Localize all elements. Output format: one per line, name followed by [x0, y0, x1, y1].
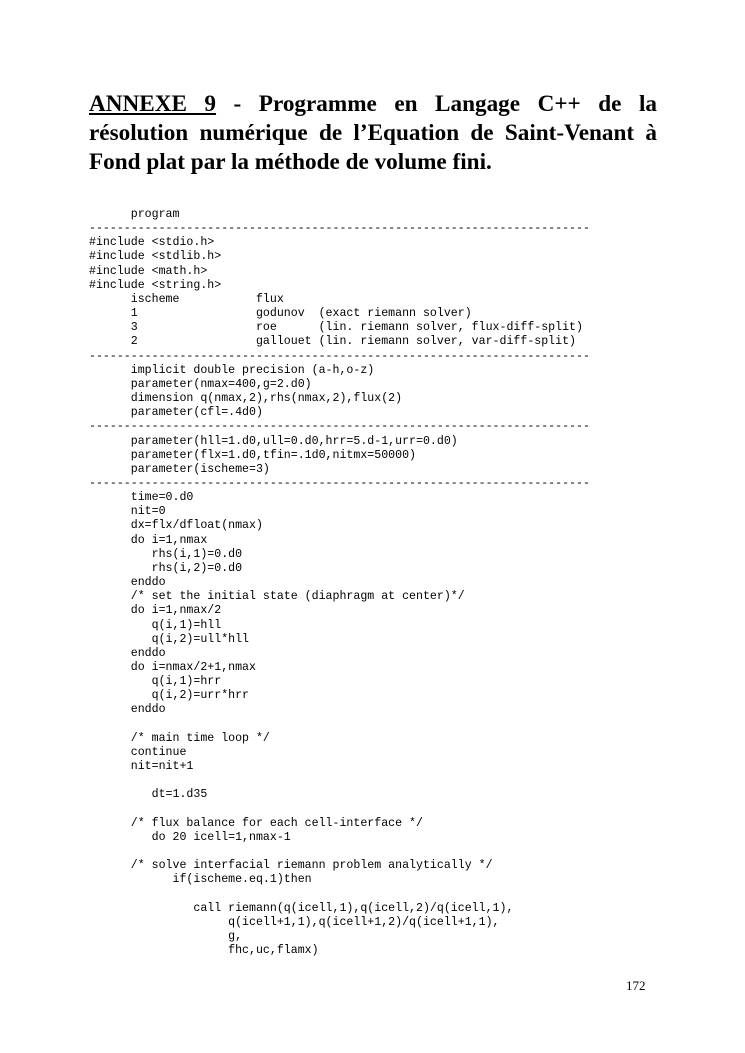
- code-line: nit=nit+1: [89, 760, 194, 774]
- annex-label: ANNEXE 9: [89, 91, 217, 117]
- code-line: [89, 803, 590, 817]
- code-line: dx=flx/dfloat(nmax): [89, 519, 263, 533]
- code-line: fhc,uc,flamx): [89, 944, 319, 958]
- code-line: enddo: [89, 646, 166, 660]
- code-line: q(icell+1,1),q(icell+1,2)/q(icell+1,1),: [89, 915, 500, 929]
- code-line: dt=1.d35: [89, 788, 208, 802]
- code-line: 1 godunov (exact riemann solver): [89, 307, 472, 321]
- annex-title: [89, 90, 657, 177]
- code-line: time=0.d0: [89, 491, 194, 505]
- code-line: call riemann(q(icell,1),q(icell,2)/q(icell,1),: [89, 901, 514, 915]
- code-line: q(i,2)=ull*hll: [89, 632, 250, 646]
- code-line: /* set the initial state (diaphragm at center)*/: [89, 590, 465, 604]
- code-line: do i=1,nmax/2: [89, 604, 222, 618]
- code-line: 3 roe (lin. riemann solver, flux-diff-split): [89, 321, 583, 335]
- code-line: enddo: [89, 576, 166, 590]
- annex-title-text: - Programme en Langage C++ de la résolution numérique de l’Equation de Saint-Venant à Fond plat par la méthode de volume fini.: [89, 91, 657, 175]
- code-line: continue: [89, 745, 187, 759]
- code-line: program: [89, 208, 180, 221]
- code-line: [89, 774, 590, 788]
- code-line: dimension q(nmax,2),rhs(nmax,2),flux(2): [89, 392, 403, 406]
- page-number: 172: [626, 978, 646, 993]
- code-line: enddo: [89, 703, 166, 717]
- code-line: q(i,1)=hrr: [89, 675, 222, 689]
- code-line: q(i,2)=urr*hrr: [89, 689, 250, 703]
- code-line: parameter(nmax=400,g=2.d0): [89, 377, 312, 391]
- code-line: nit=0: [89, 505, 166, 519]
- code-line: g,: [89, 929, 243, 943]
- code-line: #include <string.h>: [89, 278, 222, 292]
- code-line: implicit double precision (a-h,o-z): [89, 363, 375, 377]
- code-listing: [89, 208, 590, 958]
- code-line: do i=1,nmax: [89, 533, 208, 547]
- code-line: /* solve interfacial riemann problem analytically */: [89, 859, 493, 873]
- code-line: [89, 888, 590, 902]
- code-line: 2 gallouet (lin. riemann solver, var-diff-split): [89, 335, 577, 349]
- code-line: rhs(i,1)=0.d0: [89, 547, 243, 561]
- code-line: do 20 icell=1,nmax-1: [89, 830, 291, 844]
- code-line: do i=nmax/2+1,nmax: [89, 661, 256, 674]
- code-line: parameter(hll=1.d0,ull=0.d0,hrr=5.d-1,urr=0.d0): [89, 434, 458, 448]
- code-line: [89, 845, 590, 859]
- code-line: if(ischeme.eq.1)then: [89, 873, 312, 887]
- code-line: ischeme flux: [89, 292, 284, 306]
- code-line: parameter(cfl=.4d0): [89, 406, 263, 420]
- code-line: ------------------------------------------------------------------------: [89, 349, 590, 363]
- code-line: parameter(flx=1.d0,tfin=.1d0,nitmx=50000): [89, 448, 416, 462]
- code-line: ------------------------------------------------------------------------: [89, 476, 590, 490]
- code-line: parameter(ischeme=3): [89, 462, 270, 476]
- code-line: ------------------------------------------------------------------------: [89, 222, 590, 236]
- code-line: #include <stdlib.h>: [89, 250, 222, 264]
- code-line: ------------------------------------------------------------------------: [89, 420, 590, 434]
- code-line: rhs(i,2)=0.d0: [89, 561, 243, 575]
- code-line: #include <math.h>: [89, 264, 208, 278]
- code-line: #include <stdio.h>: [89, 236, 215, 250]
- code-line: /* flux balance for each cell-interface */: [89, 816, 423, 830]
- code-line: [89, 718, 590, 732]
- code-line: q(i,1)=hll: [89, 618, 222, 632]
- code-line: /* main time loop */: [89, 731, 270, 745]
